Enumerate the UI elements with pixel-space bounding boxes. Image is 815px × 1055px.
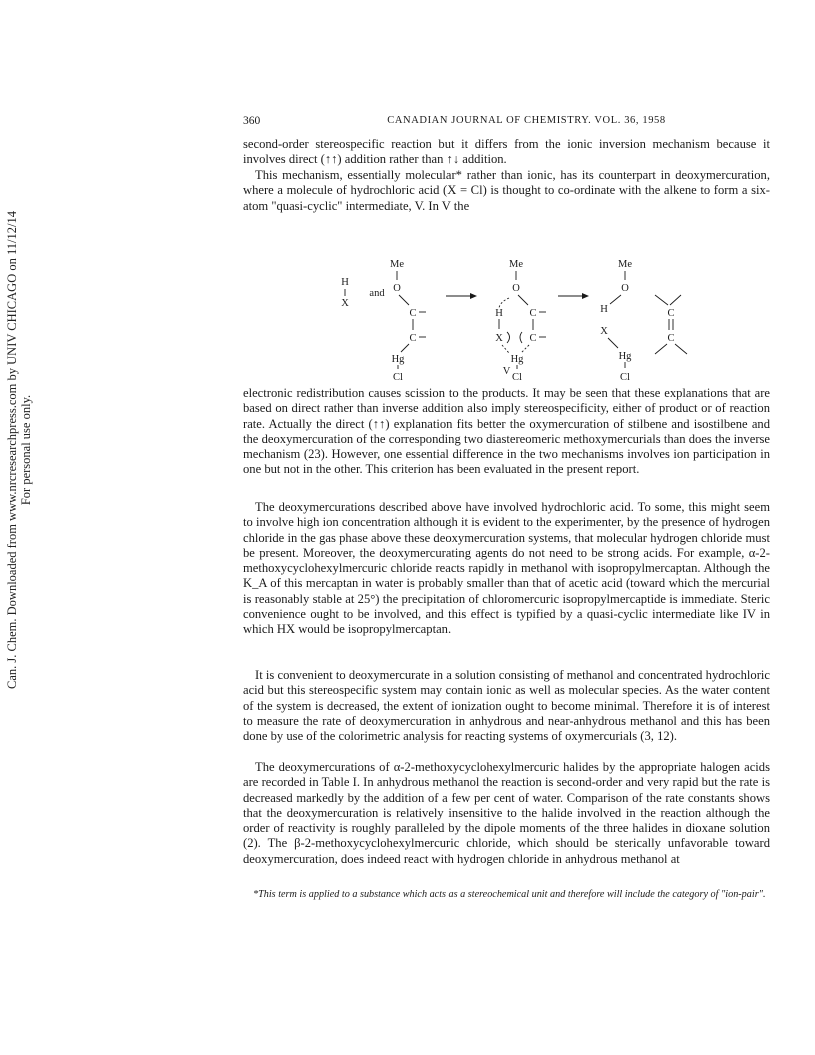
mid-c-upper-label: C xyxy=(529,308,537,319)
right-cl-label: Cl xyxy=(620,372,630,383)
and-label: and xyxy=(369,288,385,299)
paragraph-halides: The deoxymercurations of α-2-methoxycyclohexylmercuric halides by the appropriate halogen acids are recorded in Table I. In anhydrous methanol the reaction is second-order and very rapid but the rate is decreased markedly by the addition of a few per cent of water. Comparison of the rate constants shows that the deoxymercuration is relatively insensitive to the halide involved in the reaction although the order of reactivity is roughly paralleled by the dipole moments of the three halides in dioxane solution (2). The β-2-methoxycyclohexylmercuric chloride, which should be sterically unfavorable toward deoxymercuration, does indeed react with hydrogen chloride in anhydrous methanol at xyxy=(243,760,770,866)
right-me-label: Me xyxy=(618,259,632,270)
personal-use-line: For personal use only. xyxy=(19,394,33,506)
paragraph-methanol: It is convenient to deoxymercurate in a solution consisting of methanol and concentrated hydrochloric acid but this stereospecific system may contain ionic as well as molecular species. As the water content of the system is decreased, the extent of ionization ought to become minimal. Therefore it is of interest to measure the rate of deoxymercuration in anhydrous and near-anhydrous methanol and this has been done by use of the colorimetric analysis for reacting systems of oxymercurials (3, 12). xyxy=(243,668,770,743)
download-source-line: Can. J. Chem. Downloaded from www.nrcresearchpress.com by UNIV CHICAGO on 11/12/14 xyxy=(5,211,19,689)
left-c-lower-label: C xyxy=(409,333,417,344)
right-c-upper-label: C xyxy=(667,308,675,319)
intermediate-structure xyxy=(495,259,546,369)
product-structure xyxy=(600,259,687,368)
download-watermark xyxy=(2,211,36,689)
paragraph-redistribution: electronic redistribution causes scission to the products. It may be seen that these explanations that are based on direct rather than inverse addition also imply stereospecificity, either of product or of reaction rate. Actually the direct (↑↑) explanation fits better the oxymercuration of stilbene and isostilbene and the deoxymercuration of the corresponding two diastereomeric methoxymercurials than does the inverse mechanism (23). However, one essential difference in the two mechanisms involves ion participation in one but not in the other. This criterion has been evaluated in the present report. xyxy=(243,386,770,477)
download-notice xyxy=(5,211,33,689)
mid-x-label: X xyxy=(495,333,503,344)
left-o-label: O xyxy=(393,283,401,294)
left-c-upper-label: C xyxy=(409,308,417,319)
paragraph-continuation: second-order stereospecific reaction but it differs from the ionic inversion mechanism because it involves direct (↑↑) addition rather than ↑↓ addition. xyxy=(243,137,770,167)
reactant-structure xyxy=(341,259,426,369)
page-header xyxy=(243,115,770,131)
left-cl-label: Cl xyxy=(393,372,403,383)
mid-c-lower-label: C xyxy=(529,333,537,344)
paragraph-deoxymercurations: The deoxymercurations described above have involved hydrochloric acid. To some, this might seem to involve high ion concentration although it is evident to the experimenter, by the presence of hydrogen chloride in the gas phase above these deoxymercuration systems, that molecular hydrogen chloride must be present. Moreover, the deoxymercurating agents do not need to be strong acids. For example, α-2-methoxycyclohexylmercuric chloride reacts rapidly in methanol with isopropylmercaptan. Although the K_A of this mercaptan in water is probably smaller than that of acetic acid (toward which the mercurial is reasonably stable at 25°) the precipitation of chloromercuric isopropylmercaptide is immediate. Steric convenience ought to be involved, and this effect is typified by a quasi-cyclic intermediate like IV in which HX would be isopropylmercaptan. xyxy=(243,500,770,636)
right-o-label: O xyxy=(621,283,629,294)
mid-cl-label: Cl xyxy=(512,372,522,383)
left-me-label: Me xyxy=(390,259,404,270)
right-h-label: H xyxy=(600,304,608,315)
mid-hg-label: Hg xyxy=(510,354,524,365)
intermediate-label: V xyxy=(502,366,511,377)
left-hg-label: Hg xyxy=(391,354,405,365)
right-hg-label: Hg xyxy=(618,351,632,362)
hx-x-label: X xyxy=(341,298,349,309)
page-number: 360 xyxy=(243,115,261,127)
running-head: CANADIAN JOURNAL OF CHEMISTRY. VOL. 36, 1958 xyxy=(387,115,666,126)
right-c-lower-label: C xyxy=(667,333,675,344)
reaction-scheme xyxy=(243,258,770,383)
hx-h-label: H xyxy=(341,277,349,288)
mid-o-label: O xyxy=(512,283,520,294)
mid-me-label: Me xyxy=(509,259,523,270)
footnote: *This term is applied to a substance which acts as a stereochemical unit and therefore will include the category of "ion-pair". xyxy=(253,889,766,900)
mid-h-label: H xyxy=(495,308,503,319)
right-x-label: X xyxy=(600,326,608,337)
paragraph-mechanism: This mechanism, essentially molecular* rather than ionic, has its counterpart in deoxymercuration, where a molecule of hydrochloric acid (X = Cl) is thought to co-ordinate with the alkene to form a six-atom "quasi-cyclic" intermediate, V. In V the xyxy=(243,168,770,213)
